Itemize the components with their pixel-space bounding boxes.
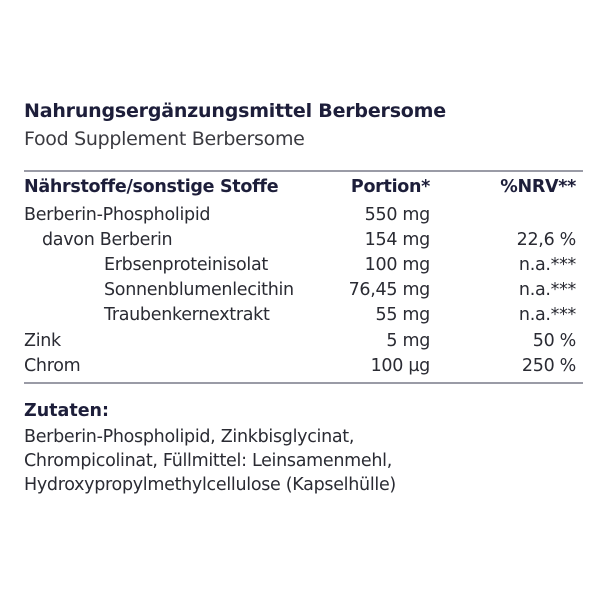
- divider-bottom: [24, 382, 583, 384]
- row-portion: 550 mg: [364, 205, 430, 225]
- table-row: [24, 230, 576, 254]
- table-row: [24, 356, 576, 380]
- header-portion: Portion*: [350, 177, 430, 197]
- row-nrv: 22,6 %: [516, 230, 576, 250]
- ingredients-line: Chrompicolinat, Füllmittel: Leinsamenmehl,: [24, 451, 392, 471]
- header-name: Nährstoffe/sonstige Stoffe: [24, 177, 279, 197]
- row-portion: 76,45 mg: [348, 280, 430, 300]
- divider-top: [24, 170, 583, 172]
- ingredients-heading: Zutaten:: [24, 401, 110, 421]
- row-portion: 100 µg: [370, 356, 430, 376]
- row-portion: 154 mg: [364, 230, 430, 250]
- row-nrv: 250 %: [521, 356, 576, 376]
- table-header: [24, 177, 576, 201]
- row-nrv: n.a.***: [518, 255, 576, 275]
- row-name: Sonnenblumenlecithin: [104, 280, 294, 300]
- row-name: davon Berberin: [42, 230, 173, 250]
- row-nrv: n.a.***: [518, 280, 576, 300]
- row-nrv: 50 %: [532, 331, 576, 351]
- table-row: [24, 331, 576, 355]
- row-portion: 5 mg: [386, 331, 430, 351]
- table-row: [24, 205, 576, 229]
- row-portion: 55 mg: [375, 305, 430, 325]
- row-name: Chrom: [24, 356, 81, 376]
- table-row: [24, 280, 576, 304]
- product-title: Nahrungsergänzungsmittel Berbersome: [24, 100, 446, 122]
- row-name: Traubenkernextrakt: [104, 305, 270, 325]
- row-portion: 100 mg: [364, 255, 430, 275]
- table-row: [24, 255, 576, 279]
- row-name: Zink: [24, 331, 61, 351]
- row-name: Erbsenproteinisolat: [104, 255, 268, 275]
- ingredients-line: Hydroxypropylmethylcellulose (Kapselhülle): [24, 475, 396, 495]
- ingredients-line: Berberin-Phospholipid, Zinkbisglycinat,: [24, 427, 355, 447]
- table-row: [24, 305, 576, 329]
- row-name: Berberin-Phospholipid: [24, 205, 211, 225]
- product-subtitle: Food Supplement Berbersome: [24, 128, 305, 150]
- row-nrv: n.a.***: [518, 305, 576, 325]
- header-nrv: %NRV**: [500, 177, 576, 197]
